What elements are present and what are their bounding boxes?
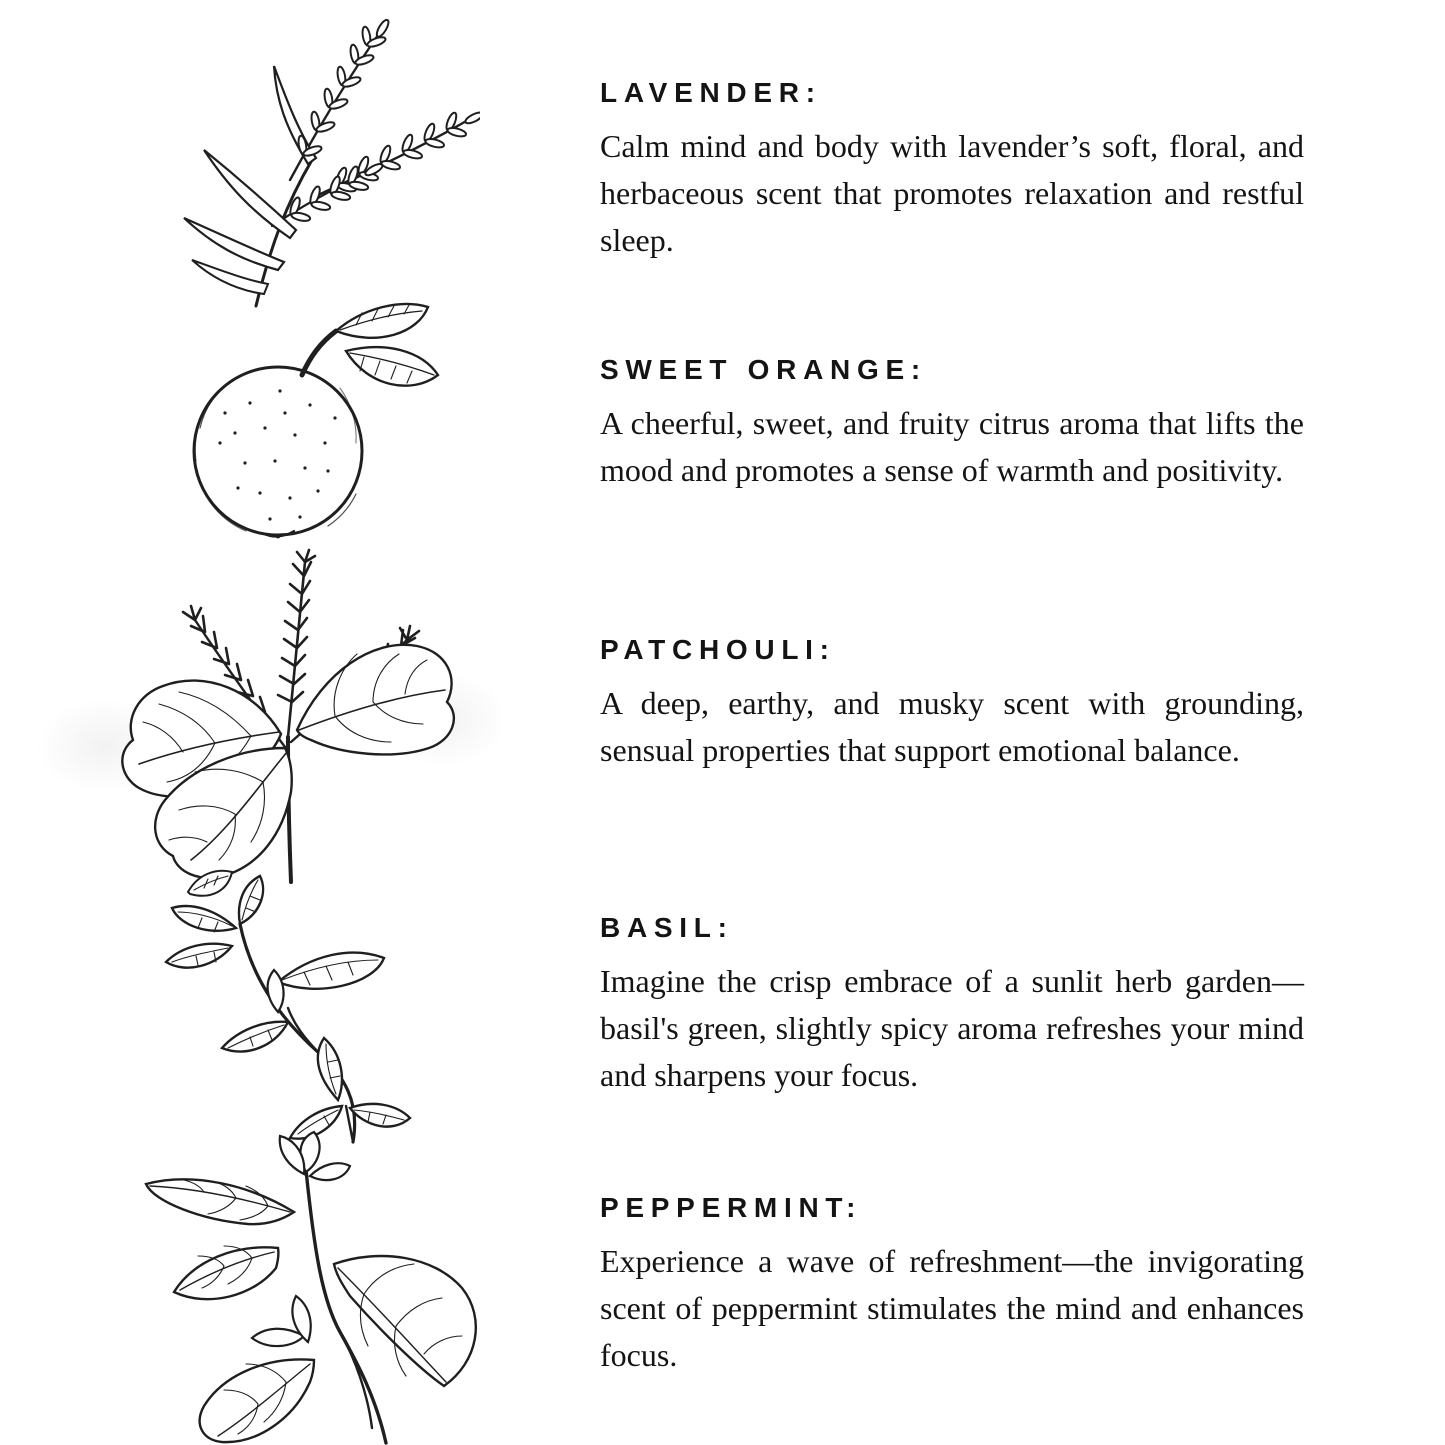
orange-fruit-illustration xyxy=(150,293,440,550)
peppermint-sprig-illustration xyxy=(118,1128,513,1445)
section-heading: PATCHOULI: xyxy=(600,634,836,665)
section-description: A deep, earthy, and musky scent with grounding, sensual properties that support emotional balance. xyxy=(600,684,1304,768)
section-description: Imagine the crisp embrace of a sunlit herb garden—basil's green, slightly spicy aroma refreshes your mind and sharpens your focus. xyxy=(600,962,1304,1093)
section-description: Experience a wave of refreshment—the invigorating scent of peppermint stimulates the mind and enhances focus. xyxy=(600,1242,1304,1373)
section-heading: PEPPERMINT: xyxy=(600,1192,863,1223)
patchouli-plant-illustration xyxy=(55,542,485,887)
section-heading: SWEET ORANGE: xyxy=(600,354,927,385)
scent-section-peppermint xyxy=(600,1193,1304,1379)
scent-section-patchouli xyxy=(600,635,1304,774)
patchouli-icon xyxy=(55,542,485,887)
peppermint-icon xyxy=(118,1128,513,1445)
scent-section-sweet-orange xyxy=(600,355,1304,494)
section-description: Calm mind and body with lavender’s soft, floral, and herbaceous scent that promotes relaxation and restful sleep. xyxy=(600,127,1304,258)
basil-sprig-illustration xyxy=(128,862,493,1157)
lavender-icon xyxy=(140,8,480,308)
orange-icon xyxy=(150,293,440,550)
basil-icon xyxy=(128,862,493,1157)
lavender-sprig-illustration xyxy=(140,8,480,308)
section-description: A cheerful, sweet, and fruity citrus aroma that lifts the mood and promotes a sense of warmth and positivity. xyxy=(600,404,1304,488)
scent-section-basil xyxy=(600,913,1304,1099)
scent-section-lavender xyxy=(600,78,1304,264)
section-heading: LAVENDER: xyxy=(600,77,822,108)
section-heading: BASIL: xyxy=(600,912,734,943)
